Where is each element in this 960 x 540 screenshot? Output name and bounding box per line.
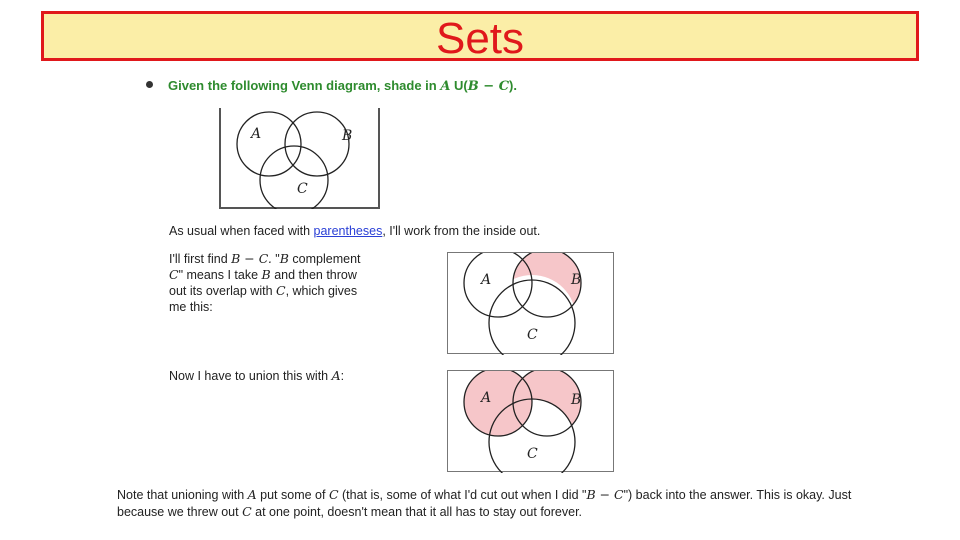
note-var-c: C: [328, 487, 339, 502]
step2-line4: me this:: [169, 300, 213, 314]
note-var-a: A: [247, 487, 257, 502]
step3-end: :: [340, 369, 345, 383]
venn3-label-b: B: [571, 392, 582, 408]
step2-line1: I'll first find: [169, 252, 232, 266]
venn-diagram-original: [219, 108, 380, 209]
venn-diagram-b-minus-c: [447, 252, 614, 354]
question-set-a: A: [440, 79, 451, 94]
step1-after: , I'll work from the inside out.: [382, 224, 541, 238]
venn3-label-a: A: [481, 390, 492, 406]
step2-complement: complement: [288, 252, 361, 266]
venn2-label-c: C: [527, 327, 538, 343]
note-part-b: put some of: [256, 488, 329, 502]
question-union: U(: [450, 78, 468, 93]
step3-line: Now I have to union this with: [169, 369, 332, 383]
venn2-label-a: A: [481, 272, 492, 288]
step3-var-a: A: [331, 368, 341, 383]
bullet-dot: [146, 81, 153, 88]
step2-var-b2: B: [261, 267, 271, 282]
step1-text: [169, 223, 540, 239]
question-expr: B − C: [467, 79, 510, 94]
venn-label-a: A: [251, 126, 262, 142]
question-prefix: Given the following Venn diagram, shade in: [168, 78, 441, 93]
step2-line2: " means I take: [178, 268, 262, 282]
venn-label-b: B: [342, 128, 353, 144]
step2-var-c2: C: [276, 283, 286, 298]
note-part-d: ") back into the answer. This is okay. Just because we threw out: [117, 488, 852, 519]
step2-var-c: C: [169, 267, 179, 282]
note-part-c: (that is, some of what I'd cut out when I did ": [338, 488, 587, 502]
step2-text: [169, 251, 439, 315]
step2-var-b: B: [279, 251, 289, 266]
step2-quote: ": [271, 252, 280, 266]
venn2-label-b: B: [571, 272, 582, 288]
note-var-c2: C: [242, 503, 252, 519]
note-part-a: Note that unioning with: [117, 488, 248, 502]
step2-line3: out its overlap with: [169, 284, 276, 298]
venn-label-c: C: [297, 181, 308, 197]
question-text: [168, 78, 517, 94]
note-paragraph: [117, 487, 887, 520]
slide-title: Sets: [435, 14, 525, 63]
parentheses-link[interactable]: parentheses: [313, 224, 383, 238]
title-bar: [41, 11, 919, 61]
note-part-e: at one point, doesn't mean that it all has to stay out forever.: [251, 504, 583, 519]
venn-diagram-a-union-b-minus-c: [447, 370, 614, 472]
step1-before: As usual when faced with: [169, 224, 314, 238]
step2-expr: B − C.: [231, 251, 272, 266]
step3-text: [169, 368, 344, 384]
step2-line2b: and then throw: [270, 268, 357, 282]
question-suffix: ).: [509, 78, 517, 93]
venn3-label-c: C: [527, 446, 538, 462]
note-expr: B − C: [586, 487, 624, 502]
step2-line3b: , which gives: [285, 284, 358, 298]
